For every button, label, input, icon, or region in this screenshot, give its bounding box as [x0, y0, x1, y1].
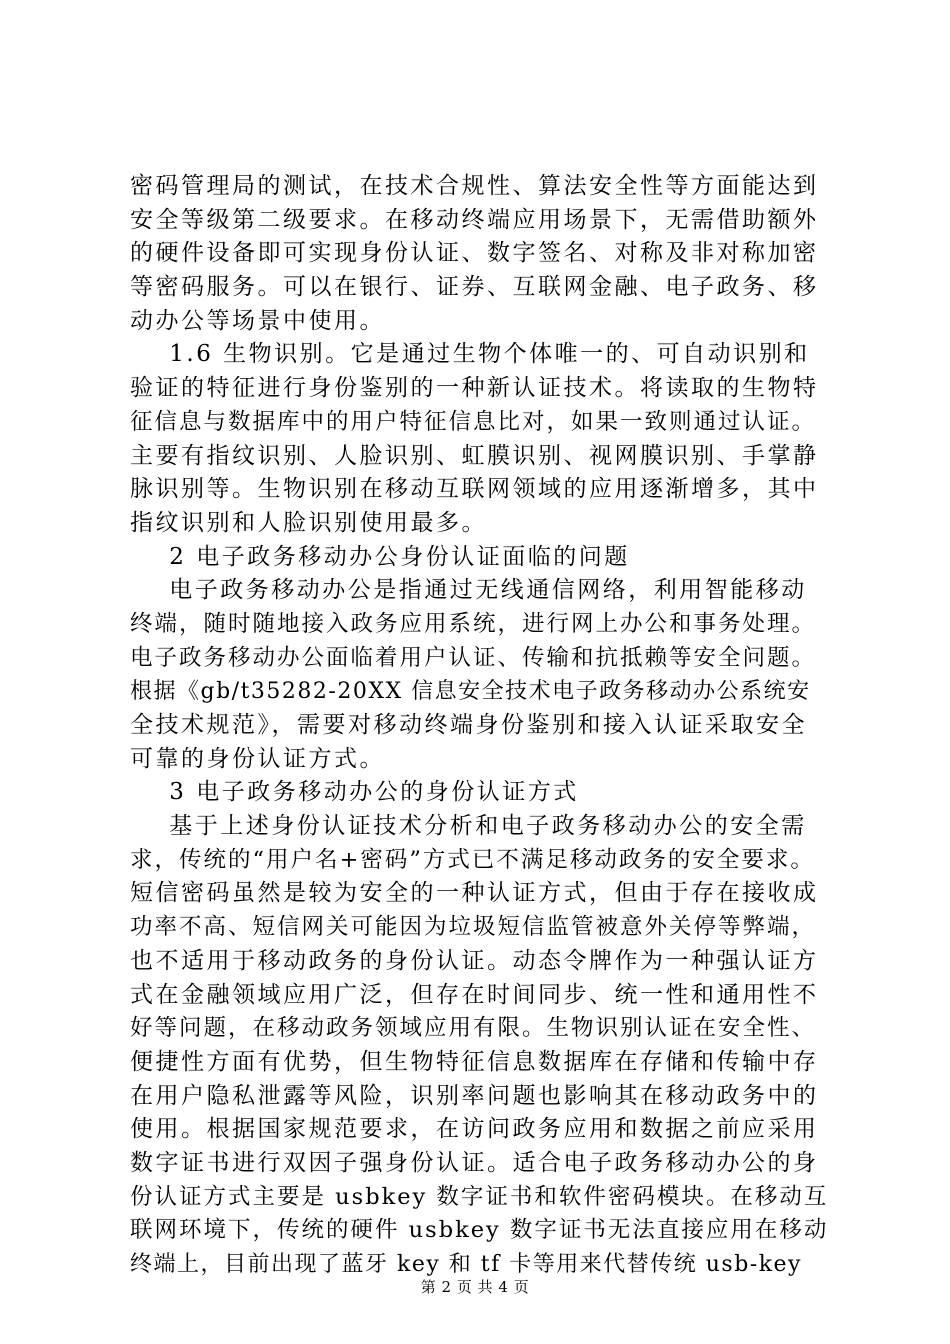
text-line: 可靠的身份认证方式。 [130, 745, 385, 772]
text-line: 份认证方式主要是 usbkey 数字证书和软件密码模块。在移动互 [130, 1183, 829, 1210]
text-line: 验证的特征进行身份鉴别的一种新认证技术。将读取的生物特 [130, 375, 819, 402]
text-line: 电子政务移动办公面临着用户认证、传输和抗抵赖等安全问题。 [130, 644, 817, 671]
text-line: 脉识别等。生物识别在移动互联网领域的应用逐渐增多，其中 [130, 476, 819, 503]
text-line: 指纹识别和人脸识别使用最多。 [130, 509, 487, 536]
page-footer: 第 2 页 共 4 页 [420, 1278, 530, 1296]
text-line: 安全等级第二级要求。在移动终端应用场景下，无需借助额外 [130, 206, 819, 233]
text-line: 短信密码虽然是较为安全的一种认证方式，但由于存在接收成 [130, 880, 819, 907]
text-line: 功率不高、短信网关可能因为垃圾短信监管被意外关停等弊端， [130, 914, 817, 941]
text-line: 数字证书进行双因子强身份认证。适合电子政务移动办公的身 [130, 1149, 819, 1176]
text-line: 1.6 生物识别。它是通过生物个体唯一的、可自动识别和 [130, 341, 810, 368]
text-line: 式在金融领域应用广泛，但存在时间同步、统一性和通用性不 [130, 981, 819, 1008]
text-line: 3 电子政务移动办公的身份认证方式 [130, 779, 579, 806]
text-line: 在用户隐私泄露等风险，识别率问题也影响其在移动政务中的 [130, 1082, 819, 1109]
text-line: 征信息与数据库中的用户特征信息比对，如果一致则通过认证。 [130, 408, 817, 435]
text-line: 主要有指纹识别、人脸识别、虹膜识别、视网膜识别、手掌静 [130, 442, 819, 469]
document-body [130, 170, 830, 1282]
text-line: 基于上述身份认证技术分析和电子政务移动办公的安全需 [130, 813, 807, 840]
text-line: 等密码服务。可以在银行、证券、互联网金融、电子政务、移 [130, 274, 819, 301]
text-line: 动办公等场景中使用。 [130, 307, 385, 334]
text-line: 便捷性方面有优势，但生物特征信息数据库在存储和传输中存 [130, 1048, 819, 1075]
text-line: 联网环境下，传统的硬件 usbkey 数字证书无法直接应用在移动 [130, 1217, 829, 1244]
text-line: 好等问题，在移动政务领域应用有限。生物识别认证在安全性、 [130, 1015, 817, 1042]
text-line: 的硬件设备即可实现身份认证、数字签名、对称及非对称加密 [130, 240, 819, 267]
text-line: 密码管理局的测试，在技术合规性、算法安全性等方面能达到 [130, 173, 819, 199]
text-line: 也不适用于移动政务的身份认证。动态令牌作为一种强认证方 [130, 947, 819, 974]
text-line: 终端上，目前出现了蓝牙 key 和 tf 卡等用来代替传统 usb-key [130, 1252, 802, 1277]
text-line: 2 电子政务移动办公身份认证面临的问题 [130, 543, 630, 570]
text-line: 使用。根据国家规范要求，在访问政务应用和数据之前应采用 [130, 1116, 819, 1143]
text-line: 求，传统的“用户名+密码”方式已不满足移动政务的安全要求。 [130, 846, 815, 873]
text-line: 根据《gb/t35282-20XX 信息安全技术电子政务移动办公系统安 [130, 679, 811, 705]
text-line: 全技术规范》，需要对移动终端身份鉴别和接入认证采取安全 [130, 712, 807, 738]
text-line: 电子政务移动办公是指通过无线通信网络，利用智能移动 [130, 577, 807, 604]
text-line: 终端，随时随地接入政务应用系统，进行网上办公和事务处理。 [130, 610, 817, 637]
